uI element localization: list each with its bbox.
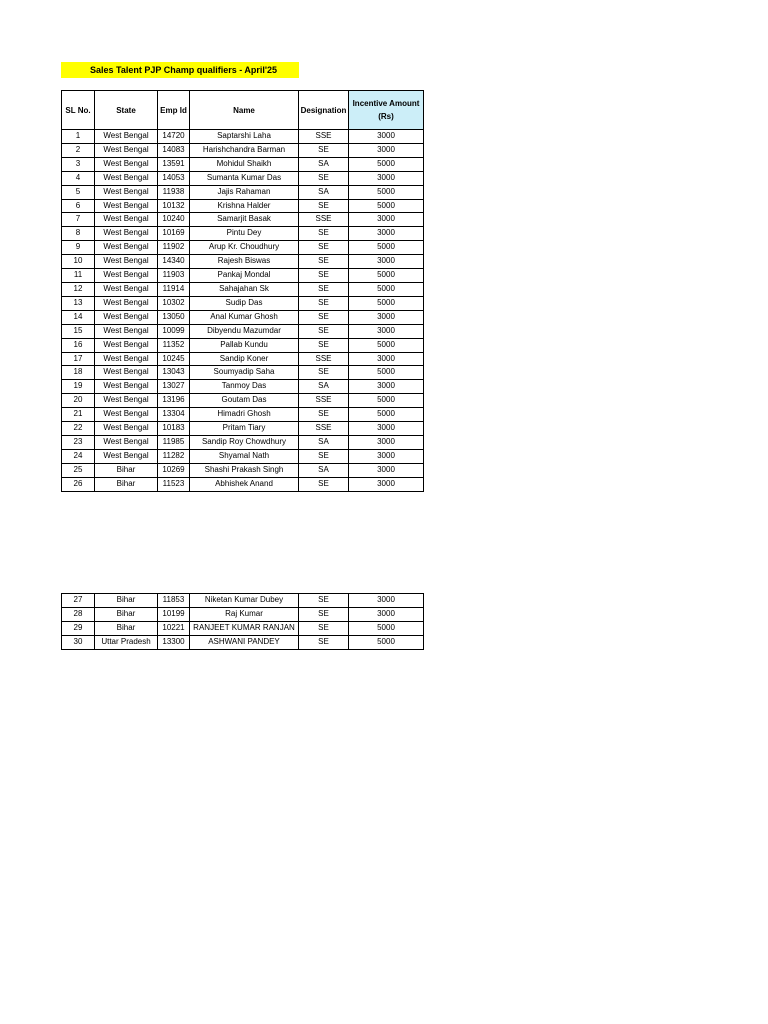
cell-sl-no: 30 bbox=[62, 635, 95, 649]
cell-designation: SE bbox=[299, 477, 349, 491]
table-row bbox=[62, 338, 424, 352]
qualifiers-table bbox=[61, 90, 424, 492]
cell-designation: SSE bbox=[299, 352, 349, 366]
cell-emp-id: 13196 bbox=[158, 394, 190, 408]
cell-name: Jajis Rahaman bbox=[190, 185, 299, 199]
cell-sl-no: 9 bbox=[62, 241, 95, 255]
cell-sl-no: 13 bbox=[62, 296, 95, 310]
cell-name: Anal Kumar Ghosh bbox=[190, 310, 299, 324]
cell-sl-no: 28 bbox=[62, 607, 95, 621]
cell-sl-no: 2 bbox=[62, 143, 95, 157]
cell-incentive-amount: 3000 bbox=[349, 380, 424, 394]
cell-incentive-amount: 5000 bbox=[349, 296, 424, 310]
table-body bbox=[62, 130, 424, 492]
cell-name: Shyamal Nath bbox=[190, 449, 299, 463]
table-row bbox=[62, 199, 424, 213]
table-row bbox=[62, 241, 424, 255]
table-row bbox=[62, 130, 424, 144]
header-amount-line1: Incentive Amount bbox=[352, 99, 420, 108]
cell-incentive-amount: 3000 bbox=[349, 477, 424, 491]
cell-incentive-amount: 3000 bbox=[349, 594, 424, 608]
cell-incentive-amount: 3000 bbox=[349, 255, 424, 269]
cell-sl-no: 17 bbox=[62, 352, 95, 366]
cell-incentive-amount: 5000 bbox=[349, 157, 424, 171]
table-row bbox=[62, 157, 424, 171]
cell-incentive-amount: 3000 bbox=[349, 213, 424, 227]
header-designation: Designation bbox=[299, 91, 349, 130]
cell-emp-id: 10269 bbox=[158, 463, 190, 477]
cell-name: Pritam Tiary bbox=[190, 422, 299, 436]
cell-emp-id: 13050 bbox=[158, 310, 190, 324]
cell-sl-no: 16 bbox=[62, 338, 95, 352]
cell-name: Krishna Halder bbox=[190, 199, 299, 213]
cell-sl-no: 6 bbox=[62, 199, 95, 213]
cell-emp-id: 10099 bbox=[158, 324, 190, 338]
cell-incentive-amount: 5000 bbox=[349, 185, 424, 199]
cell-sl-no: 26 bbox=[62, 477, 95, 491]
cell-state: West Bengal bbox=[95, 185, 158, 199]
cell-sl-no: 23 bbox=[62, 435, 95, 449]
cell-designation: SSE bbox=[299, 422, 349, 436]
cell-emp-id: 13043 bbox=[158, 366, 190, 380]
cell-incentive-amount: 3000 bbox=[349, 171, 424, 185]
table-row bbox=[62, 449, 424, 463]
cell-sl-no: 10 bbox=[62, 255, 95, 269]
header-emp-id: Emp Id bbox=[158, 91, 190, 130]
cell-state: West Bengal bbox=[95, 171, 158, 185]
cell-incentive-amount: 3000 bbox=[349, 143, 424, 157]
cell-emp-id: 14083 bbox=[158, 143, 190, 157]
cell-state: West Bengal bbox=[95, 380, 158, 394]
cell-sl-no: 1 bbox=[62, 130, 95, 144]
cell-name: ASHWANI PANDEY bbox=[190, 635, 299, 649]
cell-emp-id: 10245 bbox=[158, 352, 190, 366]
cell-state: West Bengal bbox=[95, 269, 158, 283]
cell-name: Tanmoy Das bbox=[190, 380, 299, 394]
table-row bbox=[62, 255, 424, 269]
cell-incentive-amount: 5000 bbox=[349, 621, 424, 635]
cell-sl-no: 24 bbox=[62, 449, 95, 463]
cell-emp-id: 10169 bbox=[158, 227, 190, 241]
header-amount-line2: (Rs) bbox=[378, 112, 394, 121]
cell-state: West Bengal bbox=[95, 227, 158, 241]
cell-state: West Bengal bbox=[95, 143, 158, 157]
cell-sl-no: 4 bbox=[62, 171, 95, 185]
cell-state: West Bengal bbox=[95, 338, 158, 352]
cell-designation: SE bbox=[299, 171, 349, 185]
table-row bbox=[62, 463, 424, 477]
cell-name: Samarjit Basak bbox=[190, 213, 299, 227]
cell-state: West Bengal bbox=[95, 366, 158, 380]
cell-state: West Bengal bbox=[95, 422, 158, 436]
cell-designation: SE bbox=[299, 449, 349, 463]
cell-emp-id: 14340 bbox=[158, 255, 190, 269]
cell-emp-id: 11352 bbox=[158, 338, 190, 352]
table-row bbox=[62, 594, 424, 608]
cell-name: Harishchandra Barman bbox=[190, 143, 299, 157]
cell-incentive-amount: 5000 bbox=[349, 269, 424, 283]
cell-emp-id: 14720 bbox=[158, 130, 190, 144]
cell-designation: SA bbox=[299, 463, 349, 477]
cell-designation: SE bbox=[299, 324, 349, 338]
cell-name: Pankaj Mondal bbox=[190, 269, 299, 283]
table-row bbox=[62, 435, 424, 449]
cell-emp-id: 11282 bbox=[158, 449, 190, 463]
cell-sl-no: 29 bbox=[62, 621, 95, 635]
cell-designation: SE bbox=[299, 199, 349, 213]
cell-incentive-amount: 5000 bbox=[349, 366, 424, 380]
cell-sl-no: 14 bbox=[62, 310, 95, 324]
cell-sl-no: 3 bbox=[62, 157, 95, 171]
cell-designation: SE bbox=[299, 408, 349, 422]
cell-sl-no: 7 bbox=[62, 213, 95, 227]
cell-designation: SA bbox=[299, 157, 349, 171]
cell-name: Himadri Ghosh bbox=[190, 408, 299, 422]
cell-emp-id: 11902 bbox=[158, 241, 190, 255]
table-row bbox=[62, 422, 424, 436]
sheet-title: Sales Talent PJP Champ qualifiers - April'25 bbox=[61, 62, 299, 78]
cell-incentive-amount: 5000 bbox=[349, 199, 424, 213]
cell-state: West Bengal bbox=[95, 213, 158, 227]
cell-designation: SE bbox=[299, 282, 349, 296]
cell-incentive-amount: 5000 bbox=[349, 241, 424, 255]
table-row bbox=[62, 143, 424, 157]
table-row bbox=[62, 477, 424, 491]
cell-name: Sandip Roy Chowdhury bbox=[190, 435, 299, 449]
header-name: Name bbox=[190, 91, 299, 130]
cell-designation: SE bbox=[299, 366, 349, 380]
cell-designation: SE bbox=[299, 594, 349, 608]
cell-state: Bihar bbox=[95, 621, 158, 635]
cell-emp-id: 13027 bbox=[158, 380, 190, 394]
cell-emp-id: 14053 bbox=[158, 171, 190, 185]
cell-name: Abhishek Anand bbox=[190, 477, 299, 491]
header-sl-no: SL No. bbox=[62, 91, 95, 130]
cell-state: West Bengal bbox=[95, 352, 158, 366]
table-row bbox=[62, 296, 424, 310]
cell-name: Sandip Koner bbox=[190, 352, 299, 366]
table-row bbox=[62, 380, 424, 394]
cell-sl-no: 27 bbox=[62, 594, 95, 608]
table-row bbox=[62, 621, 424, 635]
cell-designation: SE bbox=[299, 338, 349, 352]
table-row bbox=[62, 227, 424, 241]
cell-name: Dibyendu Mazumdar bbox=[190, 324, 299, 338]
cell-emp-id: 10302 bbox=[158, 296, 190, 310]
cell-state: West Bengal bbox=[95, 296, 158, 310]
cell-designation: SE bbox=[299, 255, 349, 269]
cell-emp-id: 13304 bbox=[158, 408, 190, 422]
cell-designation: SSE bbox=[299, 394, 349, 408]
table-row bbox=[62, 394, 424, 408]
cell-designation: SE bbox=[299, 143, 349, 157]
cell-designation: SE bbox=[299, 621, 349, 635]
header-row bbox=[62, 91, 424, 130]
cell-state: West Bengal bbox=[95, 241, 158, 255]
header-incentive-amount bbox=[349, 91, 424, 130]
table-body-continued bbox=[62, 594, 424, 650]
cell-name: Rajesh Biswas bbox=[190, 255, 299, 269]
cell-name: Mohidul Shaikh bbox=[190, 157, 299, 171]
cell-state: West Bengal bbox=[95, 449, 158, 463]
cell-designation: SE bbox=[299, 635, 349, 649]
cell-emp-id: 10199 bbox=[158, 607, 190, 621]
cell-incentive-amount: 3000 bbox=[349, 324, 424, 338]
table-row bbox=[62, 269, 424, 283]
cell-name: Niketan Kumar Dubey bbox=[190, 594, 299, 608]
cell-incentive-amount: 3000 bbox=[349, 463, 424, 477]
cell-name: Sumanta Kumar Das bbox=[190, 171, 299, 185]
table-row bbox=[62, 324, 424, 338]
cell-name: Arup Kr. Choudhury bbox=[190, 241, 299, 255]
cell-designation: SA bbox=[299, 435, 349, 449]
cell-incentive-amount: 5000 bbox=[349, 282, 424, 296]
header-state: State bbox=[95, 91, 158, 130]
cell-name: Soumyadip Saha bbox=[190, 366, 299, 380]
cell-designation: SSE bbox=[299, 130, 349, 144]
cell-designation: SA bbox=[299, 380, 349, 394]
cell-emp-id: 10132 bbox=[158, 199, 190, 213]
table-row bbox=[62, 171, 424, 185]
cell-emp-id: 13300 bbox=[158, 635, 190, 649]
cell-state: West Bengal bbox=[95, 157, 158, 171]
cell-state: West Bengal bbox=[95, 255, 158, 269]
cell-incentive-amount: 3000 bbox=[349, 227, 424, 241]
cell-incentive-amount: 3000 bbox=[349, 130, 424, 144]
qualifiers-table-continued bbox=[61, 593, 424, 650]
cell-incentive-amount: 3000 bbox=[349, 352, 424, 366]
cell-state: West Bengal bbox=[95, 282, 158, 296]
cell-incentive-amount: 5000 bbox=[349, 338, 424, 352]
cell-incentive-amount: 5000 bbox=[349, 394, 424, 408]
cell-incentive-amount: 3000 bbox=[349, 422, 424, 436]
cell-sl-no: 18 bbox=[62, 366, 95, 380]
cell-incentive-amount: 3000 bbox=[349, 435, 424, 449]
cell-state: Bihar bbox=[95, 607, 158, 621]
table-row bbox=[62, 352, 424, 366]
cell-name: Saptarshi Laha bbox=[190, 130, 299, 144]
cell-emp-id: 13591 bbox=[158, 157, 190, 171]
cell-designation: SE bbox=[299, 241, 349, 255]
cell-emp-id: 11985 bbox=[158, 435, 190, 449]
table-row bbox=[62, 213, 424, 227]
cell-sl-no: 19 bbox=[62, 380, 95, 394]
cell-designation: SSE bbox=[299, 213, 349, 227]
cell-sl-no: 12 bbox=[62, 282, 95, 296]
cell-sl-no: 22 bbox=[62, 422, 95, 436]
cell-emp-id: 11523 bbox=[158, 477, 190, 491]
cell-name: Raj Kumar bbox=[190, 607, 299, 621]
cell-state: West Bengal bbox=[95, 408, 158, 422]
cell-incentive-amount: 5000 bbox=[349, 408, 424, 422]
cell-state: West Bengal bbox=[95, 310, 158, 324]
cell-designation: SE bbox=[299, 607, 349, 621]
cell-state: Bihar bbox=[95, 594, 158, 608]
cell-sl-no: 21 bbox=[62, 408, 95, 422]
cell-name: RANJEET KUMAR RANJAN bbox=[190, 621, 299, 635]
cell-state: Uttar Pradesh bbox=[95, 635, 158, 649]
cell-emp-id: 11853 bbox=[158, 594, 190, 608]
cell-state: Bihar bbox=[95, 477, 158, 491]
cell-state: West Bengal bbox=[95, 394, 158, 408]
cell-name: Sudip Das bbox=[190, 296, 299, 310]
cell-name: Pintu Dey bbox=[190, 227, 299, 241]
table-row bbox=[62, 310, 424, 324]
cell-sl-no: 8 bbox=[62, 227, 95, 241]
table-row bbox=[62, 366, 424, 380]
cell-emp-id: 11938 bbox=[158, 185, 190, 199]
cell-incentive-amount: 3000 bbox=[349, 449, 424, 463]
table-header bbox=[62, 91, 424, 130]
table-row bbox=[62, 408, 424, 422]
cell-sl-no: 5 bbox=[62, 185, 95, 199]
cell-state: West Bengal bbox=[95, 324, 158, 338]
cell-incentive-amount: 3000 bbox=[349, 607, 424, 621]
cell-name: Shashi Prakash Singh bbox=[190, 463, 299, 477]
cell-name: Goutam Das bbox=[190, 394, 299, 408]
cell-emp-id: 10183 bbox=[158, 422, 190, 436]
cell-designation: SA bbox=[299, 185, 349, 199]
cell-emp-id: 10240 bbox=[158, 213, 190, 227]
cell-emp-id: 11903 bbox=[158, 269, 190, 283]
cell-name: Pallab Kundu bbox=[190, 338, 299, 352]
cell-name: Sahajahan Sk bbox=[190, 282, 299, 296]
cell-sl-no: 11 bbox=[62, 269, 95, 283]
cell-state: Bihar bbox=[95, 463, 158, 477]
cell-emp-id: 11914 bbox=[158, 282, 190, 296]
cell-designation: SE bbox=[299, 296, 349, 310]
table-row bbox=[62, 607, 424, 621]
cell-designation: SE bbox=[299, 227, 349, 241]
cell-state: West Bengal bbox=[95, 199, 158, 213]
cell-sl-no: 25 bbox=[62, 463, 95, 477]
table-row bbox=[62, 185, 424, 199]
cell-incentive-amount: 5000 bbox=[349, 635, 424, 649]
table-row bbox=[62, 635, 424, 649]
cell-sl-no: 15 bbox=[62, 324, 95, 338]
cell-designation: SE bbox=[299, 269, 349, 283]
cell-incentive-amount: 3000 bbox=[349, 310, 424, 324]
cell-emp-id: 10221 bbox=[158, 621, 190, 635]
cell-state: West Bengal bbox=[95, 130, 158, 144]
cell-sl-no: 20 bbox=[62, 394, 95, 408]
cell-state: West Bengal bbox=[95, 435, 158, 449]
cell-designation: SE bbox=[299, 310, 349, 324]
table-row bbox=[62, 282, 424, 296]
